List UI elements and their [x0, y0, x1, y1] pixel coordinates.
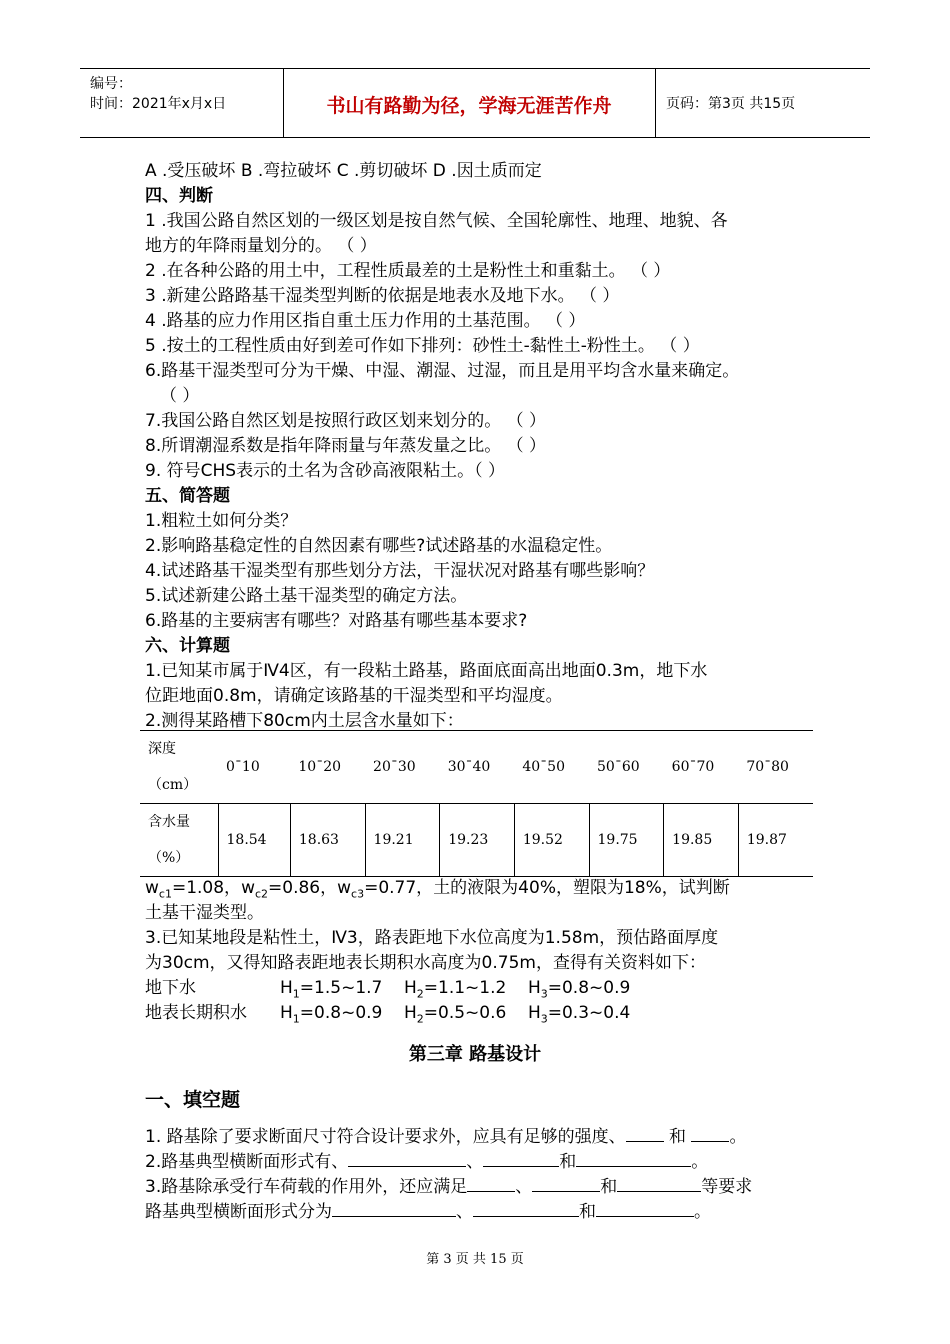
moisture-header: 含水量 （%）: [140, 804, 218, 877]
depth-row: [140, 731, 813, 804]
header-motto-cell: [283, 69, 656, 137]
section-calc-title: 六、计算题: [145, 636, 230, 656]
fill-1: 1. 路基除了要求断面尺寸符合设计要求外，应具有足够的强度、 和 。: [145, 1127, 747, 1147]
fill-4: 路基典型横断面形式分为 、 和 。: [145, 1202, 711, 1222]
page-header: [80, 68, 870, 138]
judge-2: 2 .在各种公路的用土中，工程性质最差的土是粉性土和重黏土。 （ ）: [145, 261, 671, 281]
judge-4: 4 .路基的应力作用区指自重土压力作用的土基范围。 （ ）: [145, 311, 586, 331]
question-5: 5.试述新建公路土基干湿类型的确定方法。: [145, 586, 468, 606]
moisture-cell: 19.23: [440, 804, 515, 877]
motto: 书山有路勤为径，学海无涯苦作舟: [326, 95, 612, 117]
surface-water-line: 地表长期积水 $H_1=0.8\sim 0.9$ $H_2=0.5\sim 0.6$ $H_3=0.3\sim 0.4$: [145, 1003, 631, 1026]
depth-cell: 70¯80: [738, 731, 813, 804]
calc-2: 2.测得某路槽下80cm内土层含水量如下：: [145, 711, 464, 731]
moisture-table: [140, 730, 813, 877]
judge-5: 5 .按土的工程性质由好到差可作如下排列：砂性土-黏性土-粉性土。 （ ）: [145, 336, 700, 356]
number-label: 编号：: [90, 76, 132, 92]
depth-header: 深度 （cm）: [140, 731, 218, 804]
date-label: 时间：2021年x月x日: [90, 96, 227, 112]
judge-7: 7.我国公路自然区划是按照行政区划来划分的。 （ ）: [145, 411, 547, 431]
moisture-cell: 18.54: [218, 804, 290, 877]
moisture-cell: 19.87: [738, 804, 813, 877]
judge-6b: （ ）: [160, 386, 200, 406]
calc-1b: 位距地面0.8m，请确定该路基的干湿类型和平均湿度。: [145, 686, 563, 706]
depth-cell: 40¯50: [514, 731, 589, 804]
calc-3a: 3.已知某地段是粘性土，Ⅳ3，路表距地下水位高度为1.58m，预估路面厚度: [145, 928, 719, 948]
judge-1b: 地方的年降雨量划分的。 （ ）: [145, 236, 377, 256]
header-page-cell: [656, 69, 870, 137]
header-left-cell: [80, 69, 284, 137]
fill-3: 3.路基除承受行车荷载的作用外，还应满足 、 和 等要求: [145, 1177, 753, 1197]
question-2: 2.影响路基稳定性的自然因素有哪些?试述路基的水温稳定性。: [145, 536, 613, 556]
question-4: 4.试述路基干湿类型有那些划分方法，干湿状况对路基有哪些影响？: [145, 561, 655, 581]
moisture-cell: 18.63: [290, 804, 365, 877]
wc-line: $w_{c1}=1.08$，$w_{c2}=0.86$，$w_{c3}=0.77$，土的液限为40%，塑限为18%，试判断: [145, 878, 730, 901]
groundwater-label: 地下水: [145, 978, 196, 998]
answer-options: A .受压破坏 B .弯拉破坏 C .剪切破坏 D .因土质而定: [145, 161, 542, 181]
page-footer: 第 3 页 共 15 页: [426, 1252, 524, 1267]
surface-water-label: 地表长期积水: [145, 1003, 247, 1023]
judge-3: 3 .新建公路路基干湿类型判断的依据是地表水及地下水。 （ ）: [145, 286, 620, 306]
question-1: 1.粗粒土如何分类？: [145, 511, 298, 531]
judge-8: 8.所谓潮湿系数是指年降雨量与年蒸发量之比。 （ ）: [145, 436, 547, 456]
depth-cell: 30¯40: [440, 731, 515, 804]
fill-blank-title: 一、填空题: [145, 1089, 241, 1111]
moisture-cell: 19.75: [589, 804, 664, 877]
calc-2b: 土基干湿类型。: [145, 903, 264, 923]
moisture-row: [140, 804, 813, 877]
moisture-cell: 19.21: [365, 804, 440, 877]
depth-cell: 20¯30: [365, 731, 440, 804]
judge-6a: 6.路基干湿类型可分为干燥、中湿、潮湿、过湿，而且是用平均含水量来确定。: [145, 361, 740, 381]
depth-cell: 0¯10: [218, 731, 290, 804]
fill-2: 2.路基典型横断面形式有、 、 和 。: [145, 1152, 709, 1172]
depth-cell: 10¯20: [290, 731, 365, 804]
question-6: 6.路基的主要病害有哪些？对路基有哪些基本要求?: [145, 611, 528, 631]
groundwater-line: 地下水 $H_1=1.5\sim 1.7$ $H_2=1.1\sim 1.2$ $H_3=0.8\sim 0.9$: [145, 978, 631, 1001]
depth-cell: 60¯70: [664, 731, 739, 804]
calc-1a: 1.已知某市属于Ⅳ4区，有一段粘土路基，路面底面高出地面0.3m，地下水: [145, 661, 708, 681]
calc-3b: 为30cm，又得知路表距地表长期积水高度为0.75m，查得有关资料如下：: [145, 953, 706, 973]
judge-1a: 1 .我国公路自然区划的一级区划是按自然气候、全国轮廓性、地理、地貌、各: [145, 211, 728, 231]
depth-cell: 50¯60: [589, 731, 664, 804]
moisture-cell: 19.52: [514, 804, 589, 877]
judge-9: 9. 符号CHS表示的土名为含砂高液限粘土。（ ）: [145, 461, 505, 481]
section-short-answer-title: 五、简答题: [145, 486, 230, 506]
section-judge-title: 四、判断: [145, 186, 213, 206]
page-label: 页码：第3页 共15页: [666, 96, 796, 112]
chapter-title: 第三章 路基设计: [408, 1044, 542, 1065]
moisture-cell: 19.85: [664, 804, 739, 877]
